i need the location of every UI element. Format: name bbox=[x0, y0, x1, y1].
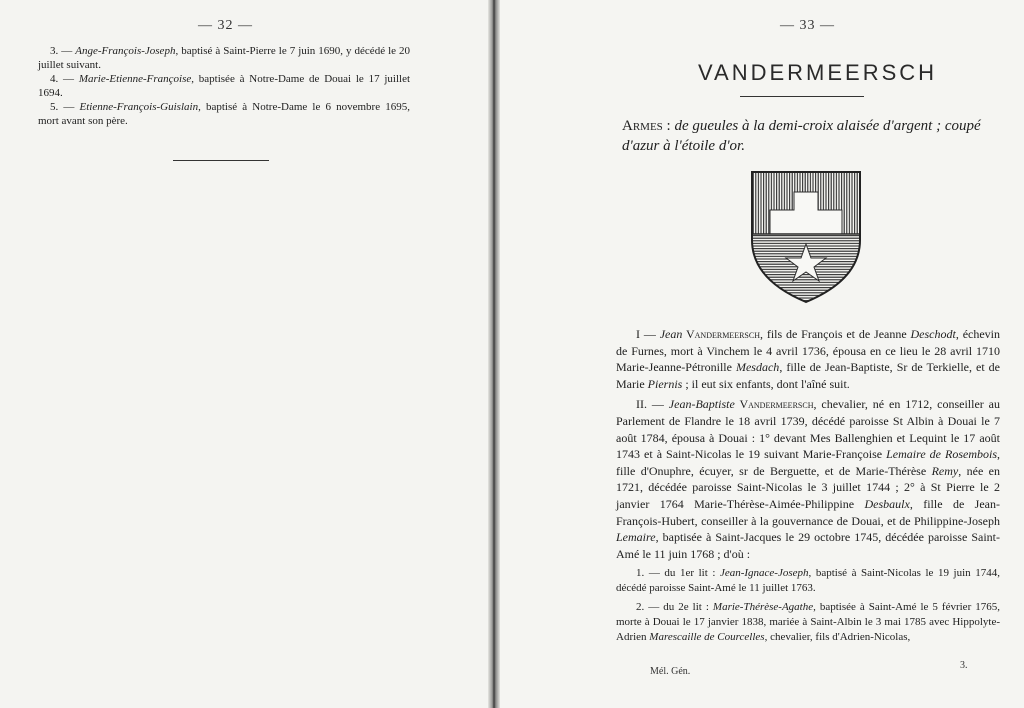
left-page-text bbox=[38, 44, 410, 128]
child-entry-1: 1. — du 1er lit : Jean-Ignace-Joseph, baptisé à Saint-Nicolas le 19 juin 1744, décédé paroisse Saint-Amé le 11 juillet 1763. bbox=[616, 567, 1000, 595]
left-divider bbox=[173, 160, 269, 161]
left-entry-3: 3. — Ange-François-Joseph, baptisé à Saint-Pierre le 7 juin 1690, y décédé le 20 juillet suivant. bbox=[38, 45, 410, 71]
footer-signature: Mél. Gén. bbox=[650, 666, 691, 677]
left-entry-4: 4. — Marie-Etienne-Françoise, baptisée à Notre-Dame de Douai le 17 juillet 1694. bbox=[38, 73, 411, 99]
left-entry-5: 5. — Etienne-François-Guislain, baptisé à Notre-Dame le 6 novembre 1695, mort avant son père. bbox=[38, 101, 410, 127]
coat-of-arms-icon bbox=[750, 170, 862, 304]
right-page-text bbox=[616, 326, 1000, 649]
heading-divider bbox=[740, 96, 864, 97]
right-page-number: — 33 — bbox=[780, 18, 835, 33]
armes-text: de gueules à la demi-croix alaisée d'argent ; coupé d'azur à l'étoile d'or. bbox=[622, 118, 981, 154]
book-gutter bbox=[488, 0, 500, 708]
paragraph-jean: I — Jean Vandermeersch, fils de François et de Jeanne Deschodt, échevin de Furnes, mort à Vinchem le 4 avril 1736, épousa en ce lieu le 28 avril 1710 Marie-Jeanne-Pétronille Mesdach, fille de Jean-Baptiste, Sr de Terkielle, et de Marie Piernis ; il eut six enfants, dont l'aîné suit. bbox=[616, 327, 1001, 391]
armes-label: Armes bbox=[622, 118, 663, 134]
paragraph-jean-baptiste: II. — Jean-Baptiste Vandermeersch, chevalier, né en 1712, conseiller au Parlement de Flandre le 18 avril 1739, décédé paroisse St Albin à Douai le 7 août 1784, épousa à Douai : 1° devant Mes Ballenghien et Lequint le 17 août 1743 et à Saint-Nicolas le 19 suivant Marie-Françoise Lemaire de Rosembois, fille d'Onuphre, écuyer, sr de Berguette, et de Marie-Thérèse Remy, née en 1721, décédée paroisse Saint-Nicolas le 3 juillet 1744 ; 2° à St Pierre le 2 janvier 1764 Marie-Thérèse-Aimée-Philippine Desbaulx, fille de Jean-François-Hubert, conseiller à la gouvernance de Douai, et de Philippine-Joseph Lemaire, baptisée à Saint-Jacques le 29 octobre 1745, décédée paroisse Saint-Amé le 11 juin 1768 ; d'où : bbox=[616, 397, 1001, 561]
armes-blazon: Armes : de gueules à la demi-croix alaisée d'argent ; coupé d'azur à l'étoile d'or. bbox=[622, 118, 981, 154]
footer-sheet-number: 3. bbox=[960, 660, 968, 671]
child-entry-2: 2. — du 2e lit : Marie-Thérèse-Agathe, baptisée à Saint-Amé le 5 février 1765, morte à Douai le 17 janvier 1838, mariée à Saint-Albin le 3 mai 1785 avec Hippolyte-Adrien Marescaille de Courcelles, chevalier, fils d'Adrien-Nicolas, bbox=[616, 601, 1000, 644]
family-surname-heading: VANDERMEERSCH bbox=[698, 60, 938, 85]
left-page-number: — 32 — bbox=[198, 18, 253, 33]
